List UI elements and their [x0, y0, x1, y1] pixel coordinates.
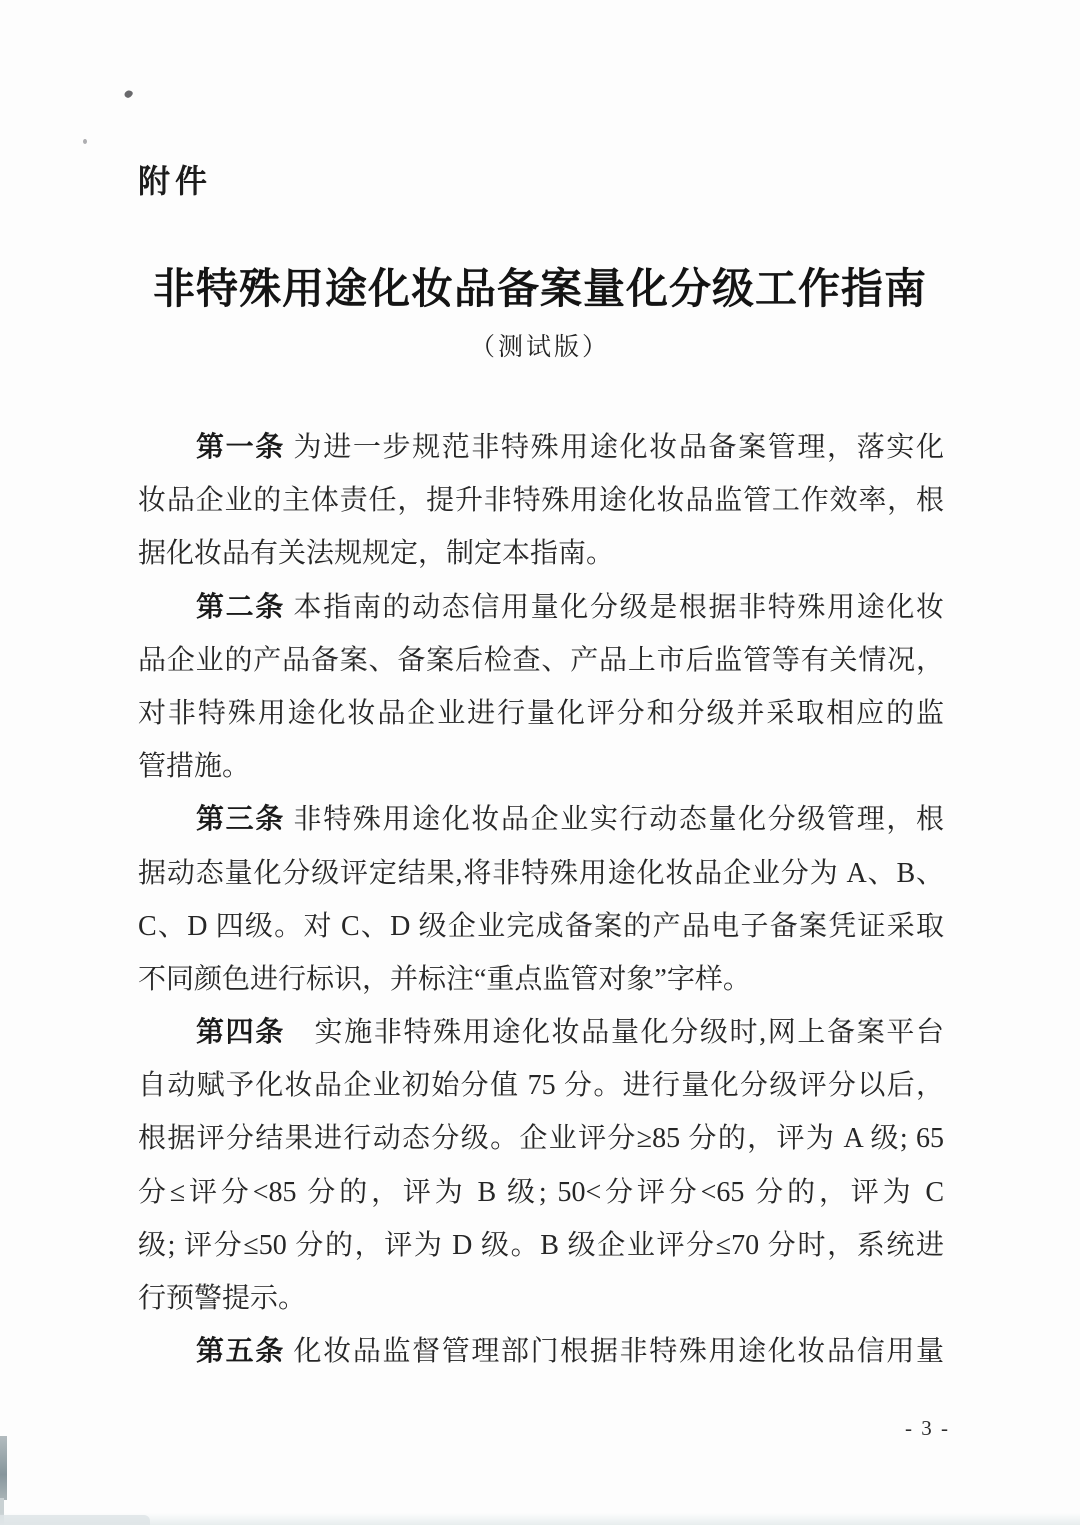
- body-line: [138, 953, 944, 1006]
- scan-edge-artifact: [0, 1513, 1080, 1525]
- body-line: [138, 527, 944, 580]
- line-text: 对非特殊用途化妆品企业进行量化评分和分级并采取相应的监: [138, 697, 944, 729]
- line-text: 化妆品监督管理部门根据非特殊用途化妆品信用量: [284, 1336, 944, 1368]
- body-line-article-1: [138, 421, 944, 474]
- article-number: 第二条: [196, 591, 285, 623]
- body-line: [138, 847, 944, 900]
- line-text: 据化妆品有关法规规定，制定本指南。: [138, 538, 615, 570]
- body-line: [138, 687, 944, 740]
- document-body: [138, 421, 944, 1378]
- article-number: 第一条: [196, 432, 285, 463]
- line-text: 自动赋予化妆品企业初始分值 75 分。进行量化分级评分以后，: [138, 1070, 944, 1102]
- line-text: C、D 四级。对 C、D 级企业完成备案的产品电子备案凭证采取: [138, 910, 944, 942]
- line-text: 根据评分结果进行动态分级。企业评分≥85 分的，评为 A 级; 65: [138, 1123, 944, 1155]
- line-text: 行预警提示。: [138, 1283, 307, 1314]
- article-number: 第五条: [196, 1336, 285, 1368]
- line-text: 分≤评分<85 分的，评为 B 级; 50<分评分<65 分的，评为 C: [138, 1176, 944, 1208]
- body-line: [138, 740, 944, 793]
- page-number: - 3 -: [905, 1416, 950, 1440]
- scan-speck-icon: [83, 139, 87, 144]
- line-text: 妆品企业的主体责任，提升非特殊用途化妆品监管工作效率，根: [138, 485, 944, 517]
- line-text: 实施非特殊用途化妆品量化分级时,网上备案平台: [284, 1017, 944, 1049]
- line-text: 品企业的产品备案、备案后检查、产品上市后监管等有关情况，: [138, 644, 944, 676]
- page-subtitle: （测试版）: [469, 334, 610, 361]
- scan-speck-icon: [123, 89, 133, 100]
- body-line-article-5: [138, 1325, 944, 1378]
- line-text: 管措施。: [138, 751, 251, 783]
- line-text: 不同颜色进行标识，并标注“重点监管对象”字样。: [138, 963, 751, 995]
- scan-edge-artifact: [0, 1436, 7, 1500]
- body-line-article-4: [138, 1006, 944, 1059]
- attachment-label: 附件: [138, 163, 213, 199]
- body-line: [138, 1112, 944, 1165]
- body-line: [138, 634, 944, 687]
- scan-edge-artifact: [0, 1515, 150, 1525]
- body-line-article-2: [138, 581, 944, 634]
- article-number: 第三条: [196, 804, 285, 836]
- body-line: [138, 1059, 944, 1112]
- body-line: [138, 474, 944, 527]
- line-text: 本指南的动态信用量化分级是根据非特殊用途化妆: [284, 591, 944, 623]
- body-line: [138, 900, 944, 953]
- body-line-article-3: [138, 793, 944, 846]
- line-text: 据动态量化分级评定结果,将非特殊用途化妆品企业分为 A、B、: [138, 857, 944, 889]
- line-text: 级; 评分≤50 分的，评为 D 级。B 级企业评分≤70 分时，系统进: [138, 1229, 944, 1261]
- page-title: 非特殊用途化妆品备案量化分级工作指南: [152, 267, 927, 313]
- body-line: [138, 1272, 944, 1325]
- article-number: 第四条: [196, 1017, 285, 1049]
- line-text: 为进一步规范非特殊用途化妆品备案管理，落实化: [284, 432, 944, 463]
- body-line: [138, 1219, 944, 1272]
- line-text: 非特殊用途化妆品企业实行动态量化分级管理，根: [284, 804, 944, 836]
- body-line: [138, 1166, 944, 1219]
